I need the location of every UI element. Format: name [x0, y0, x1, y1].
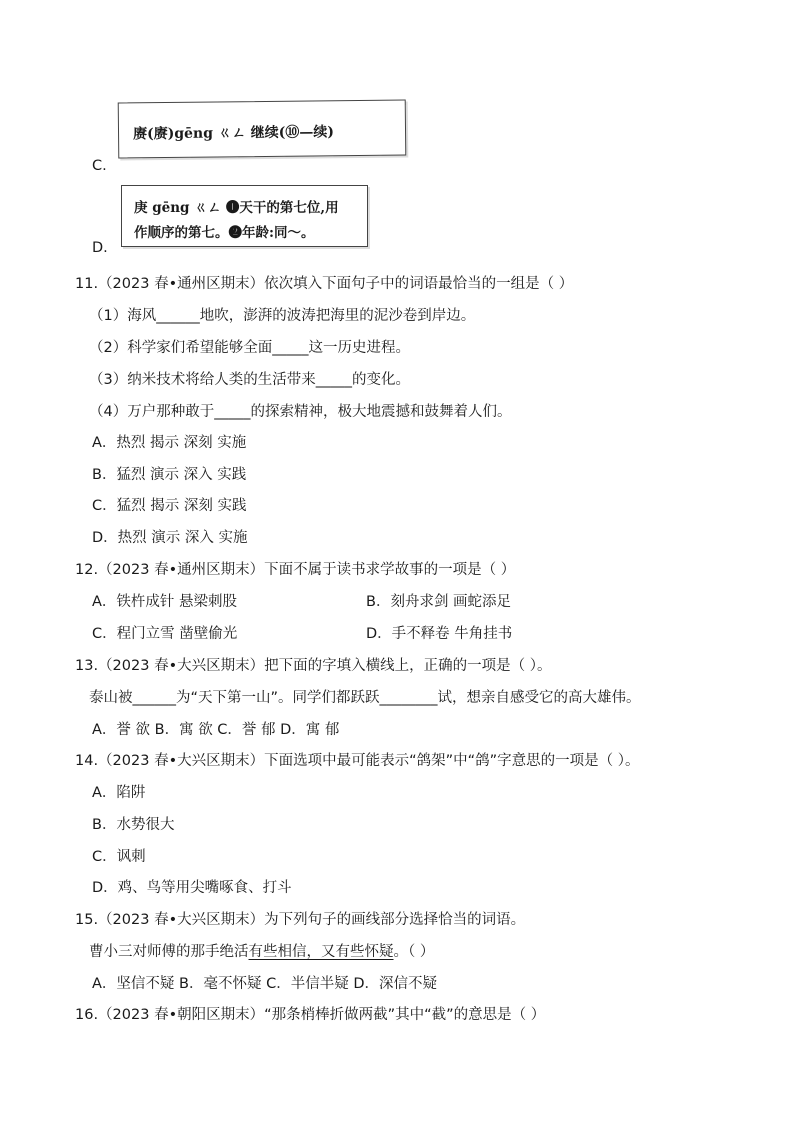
q15-sentence-pre: 曹小三对师傅的那手绝活: [89, 944, 249, 960]
q14-option-d[interactable]: D．鸡、鸟等用尖嘴啄食、打斗: [92, 880, 292, 896]
q11-option-c[interactable]: C．猛烈 揭示 深刻 实践: [92, 498, 247, 514]
q13-options[interactable]: A．誉 欲 B．寓 欲 C．誉 郁 D．寓 郁: [92, 722, 340, 738]
option-c-entry-text: 赓(赓)gēng ㄍㄥ 继续(⑩—续): [132, 124, 335, 143]
q15-sentence: [89, 940, 434, 961]
q12-option-a[interactable]: A．铁杵成针 悬梁刺股: [92, 594, 238, 610]
q15-options[interactable]: A．坚信不疑 B．毫不怀疑 C．半信半疑 D．深信不疑: [92, 976, 437, 992]
q14-option-b[interactable]: B．水势很大: [92, 817, 175, 833]
q11-option-d[interactable]: D．热烈 演示 深入 实施: [92, 530, 248, 546]
q11-stem: 11.（2023 春•通州区期末）依次填入下面句子中的词语最恰当的一组是（ ）: [75, 276, 574, 292]
option-c-dictionary-box: [118, 99, 407, 158]
q11-option-b[interactable]: B．猛烈 演示 深入 实践: [92, 467, 247, 483]
q12-option-d[interactable]: D．手不释卷 牛角挂书: [366, 626, 513, 642]
q15-sentence-post: 。（ ）: [393, 944, 435, 960]
q11-option-a[interactable]: A．热烈 揭示 深刻 实施: [92, 435, 247, 451]
q12-stem: 12.（2023 春•通州区期末）下面不属于读书求学故事的一项是（ ）: [75, 562, 516, 578]
option-d-entry-line1: 庚 gēng ㄍㄥ ❶天干的第七位,用: [134, 200, 339, 216]
q11-sentence-4: （4）万户那种敢于_____的探索精神，极大地震撼和鼓舞着人们。: [89, 404, 512, 420]
q14-option-c[interactable]: C．讽刺: [92, 849, 146, 865]
q11-sentence-2: （2）科学家们希望能够全面_____这一历史进程。: [89, 340, 410, 356]
option-c-label: C.: [92, 158, 107, 174]
q11-sentence-1: （1）海风______地吹，澎湃的波涛把海里的泥沙卷到岸边。: [89, 308, 476, 324]
q12-option-b[interactable]: B．刻舟求剑 画蛇添足: [366, 594, 512, 610]
option-d-label: D.: [92, 240, 108, 256]
q15-underlined-phrase: 有些相信，又有些怀疑: [248, 944, 394, 960]
q14-option-a[interactable]: A．陷阱: [92, 785, 146, 801]
q13-stem: 13.（2023 春•大兴区期末）把下面的字填入横线上，正确的一项是（ ）。: [75, 658, 552, 674]
q14-stem: 14.（2023 春•大兴区期末）下面选项中最可能表示“鸽架”中“鸽”字意思的一项是（ ）。: [75, 753, 640, 769]
option-d-dictionary-box: [121, 185, 368, 247]
q15-stem: 15.（2023 春•大兴区期末）为下列句子的画线部分选择恰当的词语。: [75, 912, 526, 928]
option-d-entry-line2: 作顺序的第七。❷年龄:同～。: [134, 225, 315, 241]
q11-sentence-3: （3）纳米技术将给人类的生活带来_____的变化。: [89, 372, 410, 388]
q13-sentence: 泰山被______为“天下第一山”。同学们都跃跃________试，想亲自感受它的高大雄伟。: [89, 690, 641, 706]
q16-stem: 16.（2023 春•朝阳区期末）“那条梢棒折做两截”其中“截”的意思是（ ）: [75, 1007, 546, 1023]
q12-option-c[interactable]: C．程门立雪 凿壁偷光: [92, 626, 238, 642]
